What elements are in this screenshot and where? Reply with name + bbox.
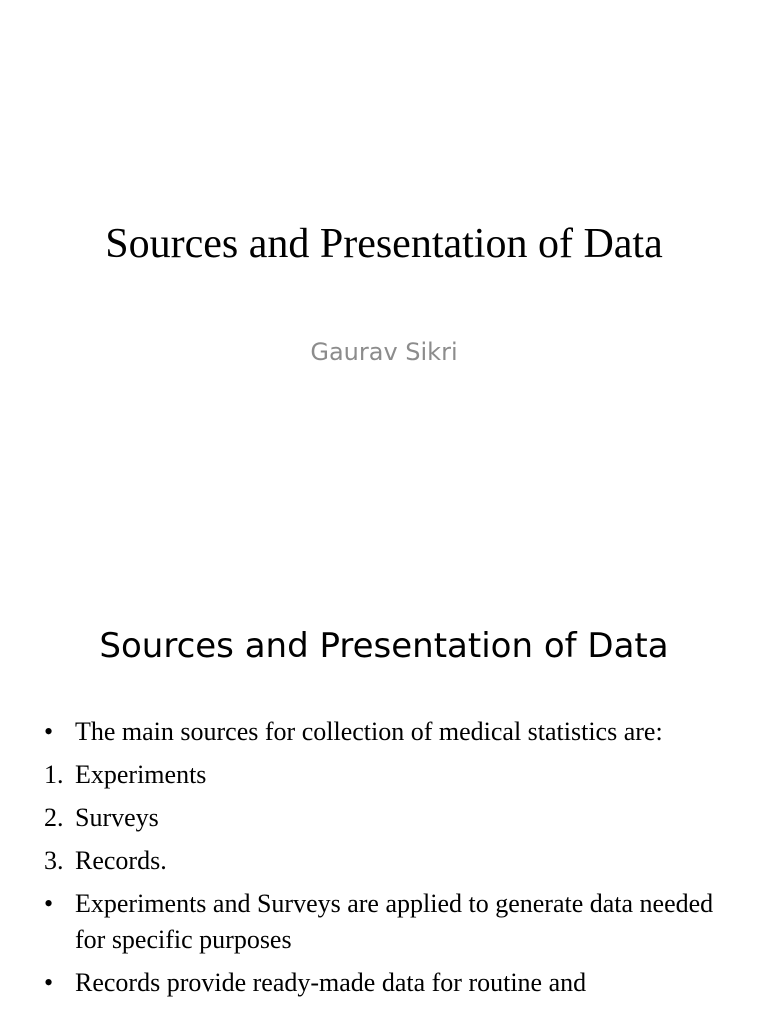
list-item-text: Records provide ready-made data for routine and <box>75 968 587 997</box>
content-slide <box>0 576 768 1024</box>
slide-body <box>44 714 734 1008</box>
number-marker: 3. <box>44 846 64 875</box>
slide-title: Sources and Presentation of Data <box>105 221 663 267</box>
number-marker: 1. <box>44 760 64 789</box>
bullet-marker: • <box>44 889 54 918</box>
author-name: Gaurav Sikri <box>310 338 458 366</box>
bullet-marker: • <box>44 968 54 997</box>
list-item <box>44 800 734 836</box>
list-item-text: The main sources for collection of medical statistics are: <box>75 717 663 746</box>
list-item <box>44 757 734 793</box>
slide-heading: Sources and Presentation of Data <box>99 626 669 666</box>
bullet-marker: • <box>44 717 54 746</box>
number-marker: 2. <box>44 803 64 832</box>
list-item-text: Records. <box>75 846 167 875</box>
list-item-text: Surveys <box>75 803 159 832</box>
list-item-text: Experiments and Surveys are applied to generate data needed for specific purposes <box>75 889 714 954</box>
list-item <box>44 843 734 879</box>
list-item-text: Experiments <box>75 760 207 789</box>
list-item <box>44 886 734 958</box>
list-item <box>44 965 734 1001</box>
list-item <box>44 714 734 750</box>
